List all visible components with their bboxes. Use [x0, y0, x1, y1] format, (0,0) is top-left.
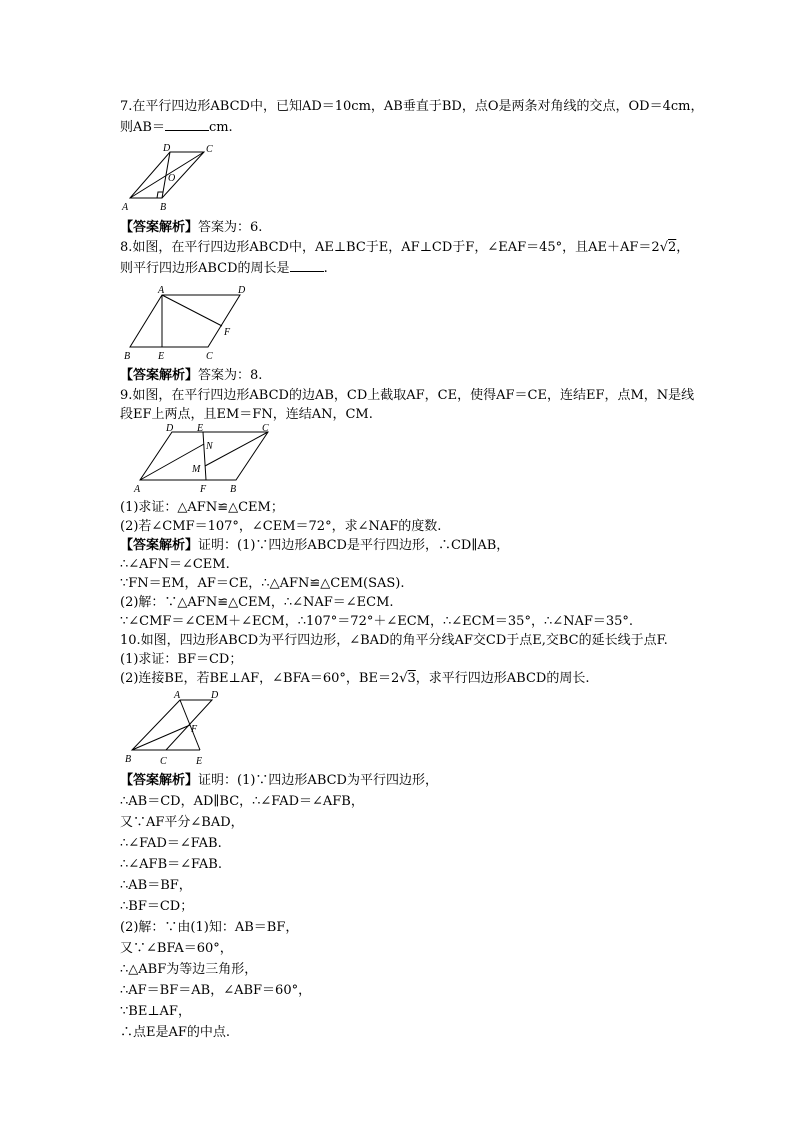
q8-answer-blank	[290, 258, 324, 272]
q9-label-b: B	[230, 484, 237, 495]
sqrt-icon: √	[399, 671, 408, 686]
q10-part1: (1)求证：BF＝CD；	[120, 652, 243, 667]
q10-answer-line9: 又∵∠BFA＝60°，	[120, 941, 233, 956]
q9-line2: 段EF上两点，且EM＝FN，连结AN，CM.	[120, 407, 373, 422]
q7-line2-unit: cm.	[208, 120, 233, 135]
q10-answer-line3: 又∵AF平分∠BAD，	[120, 815, 244, 830]
q10-parallelogram	[132, 700, 212, 750]
q7-figure	[120, 140, 230, 215]
q9-label-n: N	[206, 441, 213, 452]
q10-answer-line11: ∴AF＝BF＝AB，∠ABF＝60°，	[120, 983, 312, 998]
q9-segment-ef	[203, 432, 206, 480]
q9-line1: 9.如图，在平行四边形ABCD的边AB，CD上截取AF，CE，使得AF＝CE，连结EF，点M，N是线	[120, 388, 695, 403]
q9-segment-cm	[205, 432, 268, 466]
q9-answer-line2: ∴∠AFN＝∠CEM.	[120, 557, 230, 572]
q9-label-d: D	[166, 423, 174, 434]
q8-parallelogram	[130, 295, 240, 347]
q10-part2	[120, 669, 589, 688]
q10-answer-line5: ∴∠AFB＝∠FAB.	[120, 857, 222, 872]
q10-answer-line8: (2)解：∵由(1)知：AB＝BF，	[120, 920, 299, 935]
q10-part2-text: (2)连接BE，若BE⊥AF，∠BFA＝60°，BE＝2	[120, 671, 400, 686]
q8-line2-text: 则平行四边形ABCD的周长是	[120, 261, 290, 276]
q9-answer-tag: 【答案解析】	[120, 538, 199, 553]
q8-line2-end: .	[323, 261, 328, 276]
q9-label-m: M	[192, 464, 201, 475]
q10-figure	[120, 688, 230, 768]
q9-label-f: F	[200, 484, 207, 495]
q8-line1-end: ，	[676, 240, 690, 255]
q8-radicand: 2	[668, 240, 677, 255]
q9-answer-line5: ∵∠CMF＝∠CEM＋∠ECM，∴107°＝72°＋∠ECM，∴∠ECM＝35°，∴∠NAF＝35°.	[120, 614, 634, 629]
q10-answer-line6: ∴AB＝BF，	[120, 878, 192, 893]
q10-answer-line2: ∴AB＝CD，AD∥BC，∴∠FAD＝∠AFB，	[120, 794, 364, 809]
q7-line1: 7.在平行四边形ABCD中，已知AD＝10cm，AB垂直于BD，点O是两条对角线的交点，OD＝4cm，	[120, 99, 704, 114]
q9-label-a: A	[134, 484, 141, 495]
q10-label-c: C	[160, 756, 167, 767]
q8-answer	[120, 366, 262, 385]
q8-line1	[120, 238, 689, 257]
q10-answer-line4: ∴∠FAD＝∠FAB.	[120, 836, 222, 851]
q7-answer-blank	[165, 117, 209, 131]
q8-line2	[120, 258, 328, 278]
q7-answer-tag: 【答案解析】	[120, 220, 199, 235]
q7-label-o: O	[168, 173, 176, 184]
q9-answer-line1	[120, 536, 509, 555]
q7-line2-text: 则AB＝	[120, 120, 165, 135]
q10-label-d: D	[211, 690, 219, 701]
q8-answer-tag: 【答案解析】	[120, 368, 199, 383]
q8-figure	[120, 285, 260, 365]
q10-answer-line7: ∴BF＝CD；	[120, 899, 194, 914]
q8-label-a: A	[158, 285, 165, 296]
q7-diagonal-ac	[130, 152, 204, 198]
q10-label-e: E	[196, 756, 203, 767]
q9-figure	[120, 422, 280, 497]
q10-answer-line10: ∴△ABF为等边三角形，	[120, 962, 258, 977]
q7-line2	[120, 117, 233, 137]
q10-radicand: 3	[407, 671, 416, 686]
q8-answer-text: 答案为：8.	[198, 368, 263, 383]
q10-label-a: A	[174, 690, 181, 701]
q10-answer-text1: 证明：(1)∵四边形ABCD为平行四边形，	[198, 773, 438, 788]
q8-line1-text: 8.如图，在平行四边形ABCD中，AE⊥BC于E，AF⊥CD于F，∠EAF＝45°，且AE＋AF＝2	[120, 240, 660, 255]
q7-label-a: A	[122, 202, 129, 213]
q10-label-f-mid: F	[191, 724, 198, 735]
q9-answer-text1: 证明：(1)∵四边形ABCD是平行四边形，∴CD∥AB，	[198, 538, 510, 553]
sqrt-icon: √	[659, 240, 669, 255]
q8-label-c: C	[206, 351, 213, 362]
q7-label-b: B	[160, 202, 167, 213]
q7-label-c: C	[206, 144, 213, 155]
q7-answer-text: 答案为：6.	[198, 220, 263, 235]
q7-answer	[120, 218, 262, 237]
q10-line1: 10.如图，四边形ABCD为平行四边形，∠BAD的角平分线AF交CD于点E,交BC的延长线于点F.	[120, 633, 668, 648]
q7-label-d: D	[163, 143, 171, 154]
q10-answer-line12: ∵BE⊥AF，	[120, 1004, 191, 1019]
q8-segment-af	[162, 295, 222, 326]
q9-part2: (2)若∠CMF＝107°，∠CEM＝72°，求∠NAF的度数.	[120, 519, 442, 534]
q9-part1: (1)求证：△AFN≌△CEM；	[120, 500, 284, 515]
q8-label-b: B	[124, 351, 131, 362]
q10-label-b: B	[125, 754, 132, 765]
q10-answer-line13: ∴点E是AF的中点.	[120, 1025, 231, 1040]
q9-label-e: E	[197, 423, 204, 434]
q9-answer-line3: ∵FN＝EM，AF＝CE，∴△AFN≌△CEM(SAS).	[120, 576, 405, 591]
q10-segment-be	[132, 725, 190, 750]
q10-part2-end: ，求平行四边形ABCD的周长.	[415, 671, 590, 686]
q8-label-e: E	[158, 351, 165, 362]
q8-label-f: F	[224, 327, 231, 338]
q9-label-c: C	[262, 423, 269, 434]
q8-label-d: D	[238, 285, 246, 296]
q10-answer-line1	[120, 771, 438, 790]
q9-answer-line4: (2)解：∵△AFN≌△CEM，∴∠NAF＝∠ECM.	[120, 595, 394, 610]
q10-answer-tag: 【答案解析】	[120, 773, 199, 788]
